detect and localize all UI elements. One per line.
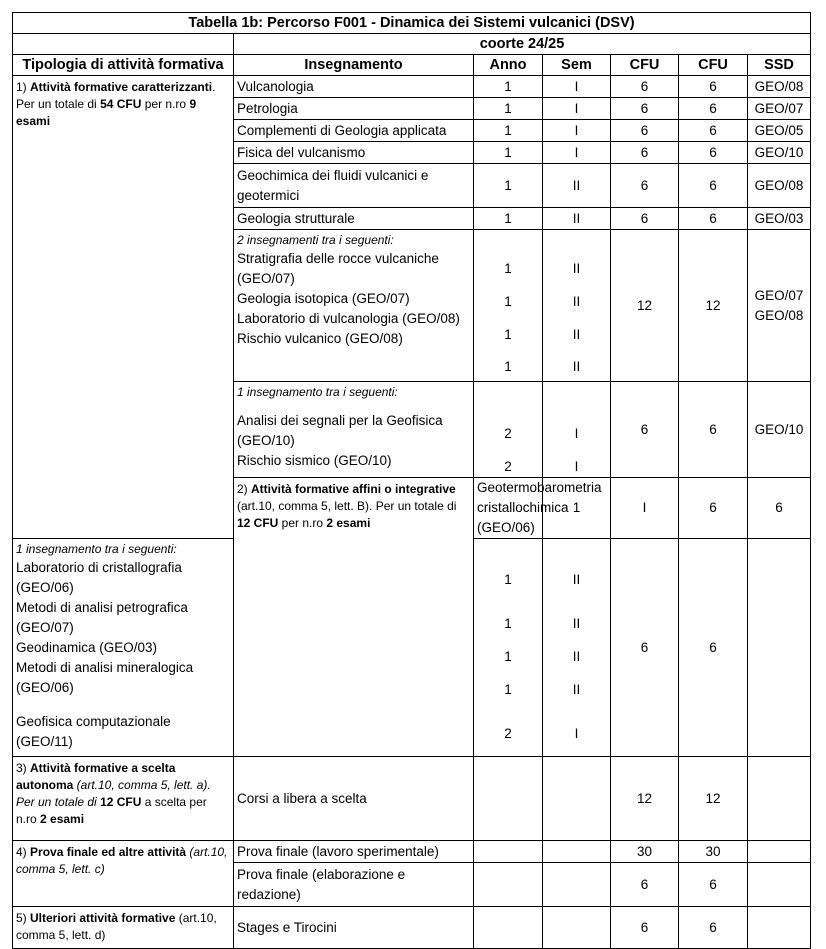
elective-sem: I (574, 426, 579, 441)
elective-sem: I (574, 726, 579, 741)
cat-number: 2) (237, 482, 252, 496)
cat-cfu: 12 CFU (100, 795, 142, 809)
elective-sem-list (543, 382, 611, 478)
course-ssd (748, 841, 811, 863)
cat-text: per n.ro (141, 97, 190, 111)
table-row (13, 76, 811, 98)
cat-text: per n.ro (278, 516, 327, 530)
elective-item: Metodi di analisi mineralogica (GEO/06) (16, 660, 194, 695)
elective-anno: 1 (504, 682, 512, 697)
elective-anno: 1 (504, 294, 512, 309)
course-name: Geochimica dei fluidi vulcanici e geotermici (234, 164, 474, 208)
course-cfu: 30 (679, 841, 748, 863)
elective-cfu: 12 (611, 230, 679, 382)
course-cfu: 6 (679, 208, 748, 230)
cat-number: 4) (16, 845, 31, 859)
cat-exams: 9 esami (16, 97, 197, 128)
elective-group-list (234, 230, 474, 382)
elective-sem: II (572, 616, 581, 631)
elective-sem-list (543, 230, 611, 382)
elective-cfu: 12 (679, 230, 748, 382)
cat-text: (art.10, comma 5, lett. a). Per un totale di (16, 778, 211, 809)
course-cfu: 6 (611, 76, 679, 98)
elective-item: Metodi di analisi petrografica (GEO/07) (16, 600, 188, 635)
header-ssd: SSD (748, 55, 811, 76)
course-name: Geologia strutturale (234, 208, 474, 230)
curriculum-table-container (12, 12, 811, 949)
course-anno: 1 (543, 478, 611, 539)
header-tipologia: Tipologia di attività formativa (13, 55, 234, 76)
elective-sem: I (574, 459, 579, 474)
course-sem: II (543, 164, 611, 208)
elective-item: Stratigrafia delle rocce vulcaniche (GEO/07) (237, 251, 439, 286)
elective-anno: 2 (504, 726, 512, 741)
elective-sem: II (572, 572, 581, 587)
course-cfu: 6 (611, 120, 679, 142)
course-name: Stages e Tirocini (234, 907, 474, 949)
header-sem: Sem (543, 55, 611, 76)
category-prova-finale (13, 841, 234, 907)
course-cfu: 6 (611, 142, 679, 164)
elective-anno: 1 (504, 616, 512, 631)
course-cfu: 6 (679, 164, 748, 208)
course-cfu: 6 (748, 478, 811, 539)
course-cfu: 30 (611, 841, 679, 863)
course-ssd: GEO/10 (748, 142, 811, 164)
course-name: Prova finale (elaborazione e redazione) (234, 863, 474, 907)
cat-cfu: 12 CFU (237, 516, 279, 530)
course-sem: II (543, 208, 611, 230)
elective-item: Geodinamica (GEO/03) (16, 640, 158, 655)
cat-title: Attività formative affini o integrative (251, 482, 456, 496)
cat-text: (art.10, comma 5, lett. B). Per un totale di (237, 499, 457, 513)
course-anno (474, 841, 543, 863)
elective-ssd: GEO/10 (748, 382, 811, 478)
cat-number: 5) (16, 911, 31, 925)
course-ssd (748, 907, 811, 949)
elective-item: Geologia isotopica (GEO/07) (237, 291, 410, 306)
elective-cfu: 6 (679, 382, 748, 478)
elective-note: 1 insegnamento tra i seguenti: (16, 542, 177, 556)
cat-title: Attività formative a scelta autonoma (16, 761, 176, 792)
elective-sem: II (572, 359, 581, 374)
course-sem: I (543, 98, 611, 120)
course-cfu: 6 (611, 98, 679, 120)
course-name: Fisica del vulcanismo (234, 142, 474, 164)
course-cfu: 6 (679, 142, 748, 164)
course-name: Vulcanologia (234, 76, 474, 98)
course-sem: I (543, 142, 611, 164)
elective-sem: II (572, 649, 581, 664)
course-anno (474, 907, 543, 949)
course-anno: 1 (474, 76, 543, 98)
elective-cfu: 6 (679, 539, 748, 757)
header-cfu-2: CFU (679, 55, 748, 76)
course-name: Geotermobarometria cristallochimica (GEO/06) (474, 478, 543, 539)
curriculum-table (12, 12, 811, 949)
course-ssd (748, 757, 811, 841)
course-ssd: GEO/08 (748, 164, 811, 208)
elective-item: Rischio sismico (GEO/10) (237, 453, 392, 468)
elective-ssd (748, 230, 811, 382)
course-sem: I (611, 478, 679, 539)
cat-exams: 2 esami (40, 812, 85, 826)
cat-text: (art.10, comma 5, lett. c) (16, 845, 228, 876)
course-anno (474, 863, 543, 907)
header-row (13, 55, 811, 76)
course-ssd: GEO/08 (748, 76, 811, 98)
cat-text: a scelta per n.ro (16, 795, 207, 826)
elective-anno: 2 (504, 459, 512, 474)
course-cfu: 6 (679, 120, 748, 142)
course-anno: 1 (474, 142, 543, 164)
cat-number: 3) (16, 761, 31, 775)
course-cfu: 12 (611, 757, 679, 841)
elective-ssd (748, 539, 811, 757)
course-ssd (748, 863, 811, 907)
elective-group-list (13, 539, 234, 757)
elective-anno: 1 (504, 327, 512, 342)
elective-anno: 1 (504, 572, 512, 587)
elective-sem: II (572, 261, 581, 276)
cat-title: Attività formative caratterizzanti (30, 80, 213, 94)
elective-anno-list (474, 539, 543, 757)
course-anno: 1 (474, 208, 543, 230)
elective-ssd-1: GEO/07 (754, 287, 804, 303)
header-cfu-1: CFU (611, 55, 679, 76)
cat-exams: 2 esami (326, 516, 371, 530)
elective-anno: 1 (504, 649, 512, 664)
course-sem (543, 863, 611, 907)
elective-item: Geofisica computazionale (GEO/11) (16, 714, 171, 749)
course-name: Corsi a libera a scelta (234, 757, 474, 841)
cat-title: Prova finale ed altre attività (30, 845, 187, 859)
course-anno: 1 (474, 120, 543, 142)
course-cfu: 6 (611, 863, 679, 907)
elective-item: Rischio vulcanico (GEO/08) (237, 331, 403, 346)
course-sem: I (543, 76, 611, 98)
header-anno: Anno (474, 55, 543, 76)
course-cfu: 6 (611, 208, 679, 230)
elective-anno: 1 (504, 261, 512, 276)
course-cfu: 6 (679, 863, 748, 907)
elective-sem-list (543, 539, 611, 757)
elective-sem: II (572, 294, 581, 309)
cat-cfu: 54 CFU (100, 97, 142, 111)
table-title: Tabella 1b: Percorso F001 - Dinamica dei Sistemi vulcanici (DSV) (13, 13, 811, 34)
title-row (13, 13, 811, 34)
elective-item: Laboratorio di vulcanologia (GEO/08) (237, 311, 460, 326)
course-cfu: 6 (679, 907, 748, 949)
elective-note: 1 insegnamento tra i seguenti: (237, 385, 398, 399)
course-sem (543, 907, 611, 949)
category-affini (234, 478, 474, 757)
table-row (13, 757, 811, 841)
cat-text: . Per un totale di (16, 80, 216, 111)
course-name: Petrologia (234, 98, 474, 120)
course-name: Prova finale (lavoro sperimentale) (234, 841, 474, 863)
cat-number: 1) (16, 80, 31, 94)
course-cfu: 6 (679, 76, 748, 98)
course-cfu: 6 (679, 98, 748, 120)
cohort-spacer (13, 34, 234, 55)
cat-text: (art.10, comma 5, lett. d) (16, 911, 217, 942)
course-cfu: 6 (611, 164, 679, 208)
course-anno: 1 (474, 164, 543, 208)
category-ulteriori (13, 907, 234, 949)
elective-item: Analisi dei segnali per la Geofisica (GEO/10) (237, 413, 443, 448)
course-sem: I (543, 120, 611, 142)
elective-anno-list (474, 230, 543, 382)
course-ssd: GEO/03 (748, 208, 811, 230)
course-anno: 1 (474, 98, 543, 120)
elective-ssd-2: GEO/08 (754, 307, 804, 323)
elective-note: 2 insegnamenti tra i seguenti: (237, 233, 394, 247)
elective-anno: 1 (504, 359, 512, 374)
elective-cfu: 6 (611, 382, 679, 478)
course-cfu: 6 (611, 907, 679, 949)
cohort-row (13, 34, 811, 55)
elective-anno-list (474, 382, 543, 478)
course-ssd: GEO/05 (748, 120, 811, 142)
elective-anno: 2 (504, 426, 512, 441)
cohort-label: coorte 24/25 (234, 34, 811, 55)
course-cfu: 12 (679, 757, 748, 841)
course-sem (543, 757, 611, 841)
category-scelta (13, 757, 234, 841)
elective-item: Laboratorio di cristallografia (GEO/06) (16, 560, 182, 595)
course-name: Complementi di Geologia applicata (234, 120, 474, 142)
elective-group-list (234, 382, 474, 478)
elective-cfu: 6 (611, 539, 679, 757)
cat-title: Ulteriori attività formative (30, 911, 176, 925)
course-sem (543, 841, 611, 863)
header-insegnamento: Insegnamento (234, 55, 474, 76)
table-row (13, 841, 811, 863)
category-caratterizzanti (13, 76, 234, 539)
course-anno (474, 757, 543, 841)
course-ssd: GEO/07 (748, 98, 811, 120)
elective-sem: II (572, 682, 581, 697)
elective-sem: II (572, 327, 581, 342)
course-cfu: 6 (679, 478, 748, 539)
table-row (13, 907, 811, 949)
